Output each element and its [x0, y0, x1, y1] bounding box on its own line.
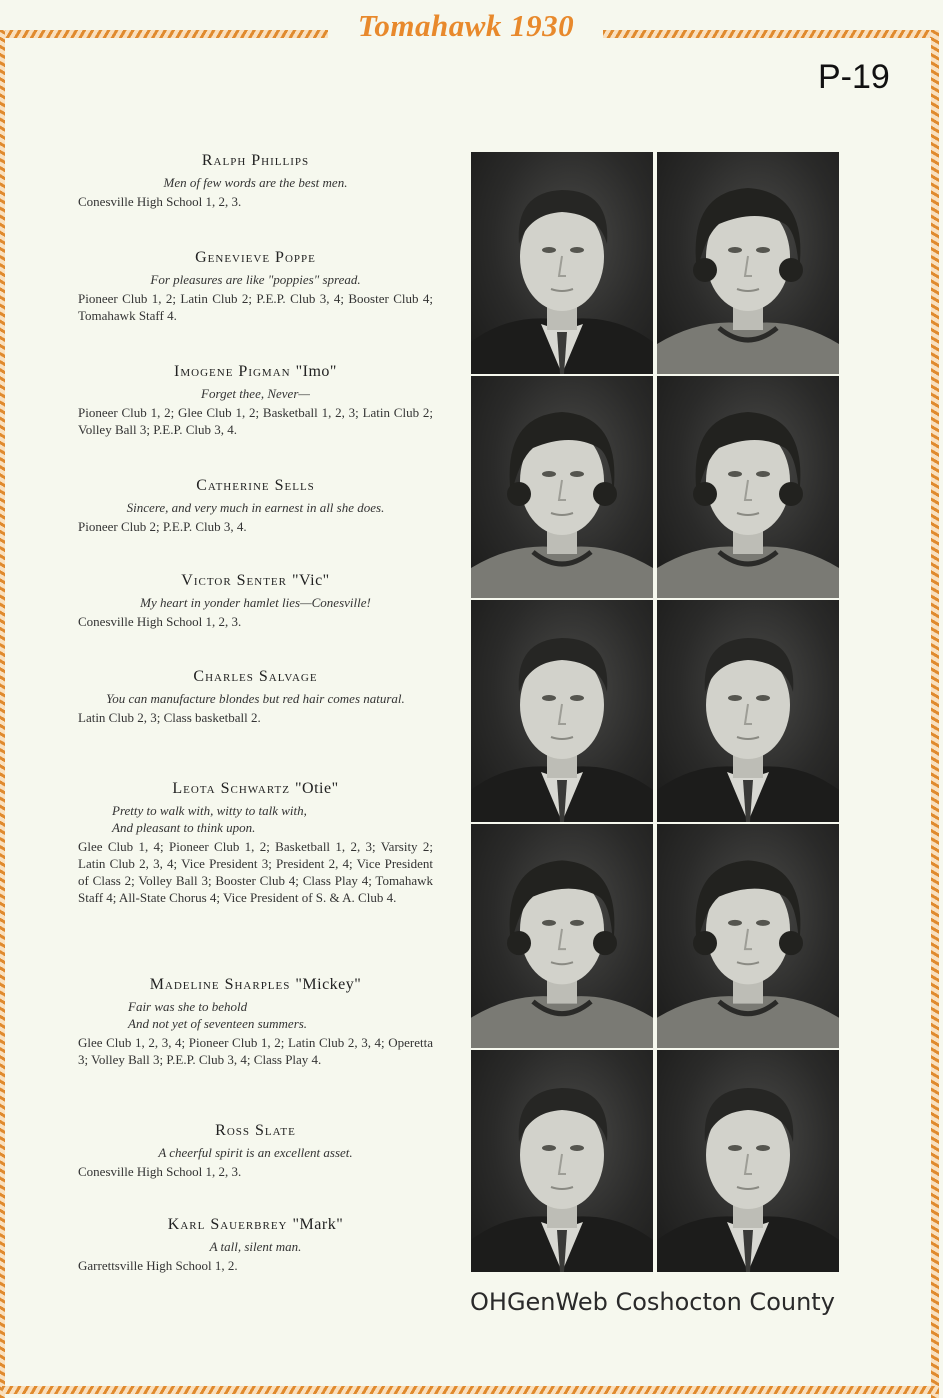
- right-border: [931, 30, 939, 1398]
- student-entry: [78, 1216, 433, 1274]
- portrait-photo: [657, 1050, 839, 1272]
- student-entry: [78, 477, 433, 535]
- student-nickname: "Imo": [295, 363, 337, 380]
- student-name: Charles Salvage: [193, 668, 318, 685]
- student-motto: For pleasures are like "poppies" spread.: [150, 272, 361, 287]
- portrait-photo: [471, 600, 653, 822]
- portrait-photo: [471, 824, 653, 1048]
- student-activities: Pioneer Club 1, 2; Latin Club 2; P.E.P. Club 3, 4; Booster Club 4; Tomahawk Staff 4.: [78, 291, 433, 323]
- student-name: Madeline Sharples "Mickey": [149, 976, 362, 993]
- student-name: Leota Schwartz "Otie": [172, 780, 339, 797]
- student-name: Karl Sauerbrey "Mark": [167, 1216, 344, 1233]
- student-name: Imogene Pigman "Imo": [174, 363, 337, 380]
- student-motto: A tall, silent man.: [209, 1239, 302, 1254]
- portrait-photo: [471, 1050, 653, 1272]
- top-border-right: [603, 30, 939, 38]
- student-activities: Conesville High School 1, 2, 3.: [78, 194, 242, 209]
- student-name: Catherine Sells: [196, 477, 315, 494]
- student-motto: You can manufacture blondes but red hair comes natural.: [106, 691, 405, 706]
- student-name: Ross Slate: [215, 1122, 296, 1139]
- student-activities: Pioneer Club 1, 2; Glee Club 1, 2; Basketball 1, 2, 3; Latin Club 2; Volley Ball 3; P.E.P. Club 3, 4.: [78, 405, 433, 437]
- portrait-grid: [471, 152, 839, 1272]
- student-entry: [78, 249, 433, 324]
- student-entry: [78, 363, 433, 438]
- page-title: Tomahawk 1930: [357, 8, 575, 43]
- student-entry: [78, 572, 433, 630]
- portrait-photo: [657, 824, 839, 1048]
- student-entry: [78, 1122, 433, 1180]
- student-entry: [78, 976, 433, 1068]
- portrait-photo: [657, 152, 839, 374]
- student-nickname: "Vic": [292, 572, 330, 589]
- portrait-photo: [471, 152, 653, 374]
- student-entry: [78, 780, 433, 906]
- student-motto: A cheerful spirit is an excellent asset.: [158, 1145, 353, 1160]
- watermark: OHGenWeb Coshocton County: [470, 1288, 835, 1316]
- portrait-photo: [657, 600, 839, 822]
- student-activities: Garrettsville High School 1, 2.: [78, 1258, 238, 1273]
- student-activities: Glee Club 1, 4; Pioneer Club 1, 2; Basketball 1, 2, 3; Varsity 2; Latin Club 2, 3, 4; Vice President 3; President 2, 4; Vice President of Class 2; Volley Ball 3; Booster Club 4; Class Play 4; Tomahawk Staff 4; All-State Chorus 4; Vice President of S. & A. Club 4.: [78, 839, 433, 905]
- student-activities: Glee Club 1, 2, 3, 4; Pioneer Club 1, 2; Latin Club 2, 3, 4; Operetta 3; Volley Ball 3; P.E.P. Club 3, 4; Class Play 4.: [78, 1035, 433, 1067]
- portrait-photo: [471, 376, 653, 598]
- student-entry: [78, 668, 433, 726]
- student-name: Victor Senter "Vic": [181, 572, 330, 589]
- student-activities: Conesville High School 1, 2, 3.: [78, 1164, 242, 1179]
- student-motto: Men of few words are the best men.: [163, 175, 348, 190]
- student-motto: Forget thee, Never—: [201, 386, 310, 401]
- student-nickname: "Mickey": [295, 976, 362, 993]
- student-entry: [78, 152, 433, 210]
- student-name: Genevieve Poppe: [195, 249, 316, 266]
- left-border: [0, 30, 5, 1398]
- student-motto: Sincere, and very much in earnest in all she does.: [126, 500, 385, 515]
- student-activities: Pioneer Club 2; P.E.P. Club 3, 4.: [78, 519, 247, 534]
- student-motto: Pretty to walk with, witty to talk with, And pleasant to think upon.: [112, 803, 307, 835]
- bottom-border: [2, 1386, 939, 1394]
- student-motto: Fair was she to behold And not yet of seventeen summers.: [128, 999, 308, 1031]
- student-activities: Latin Club 2, 3; Class basketball 2.: [78, 710, 261, 725]
- portrait-photo: [657, 376, 839, 598]
- student-name: Ralph Phillips: [201, 152, 310, 169]
- student-nickname: "Otie": [295, 780, 339, 797]
- student-motto: My heart in yonder hamlet lies—Conesville!: [140, 595, 371, 610]
- top-border-left: [2, 30, 328, 38]
- student-activities: Conesville High School 1, 2, 3.: [78, 614, 242, 629]
- student-nickname: "Mark": [292, 1216, 344, 1233]
- page-number: P-19: [818, 58, 890, 96]
